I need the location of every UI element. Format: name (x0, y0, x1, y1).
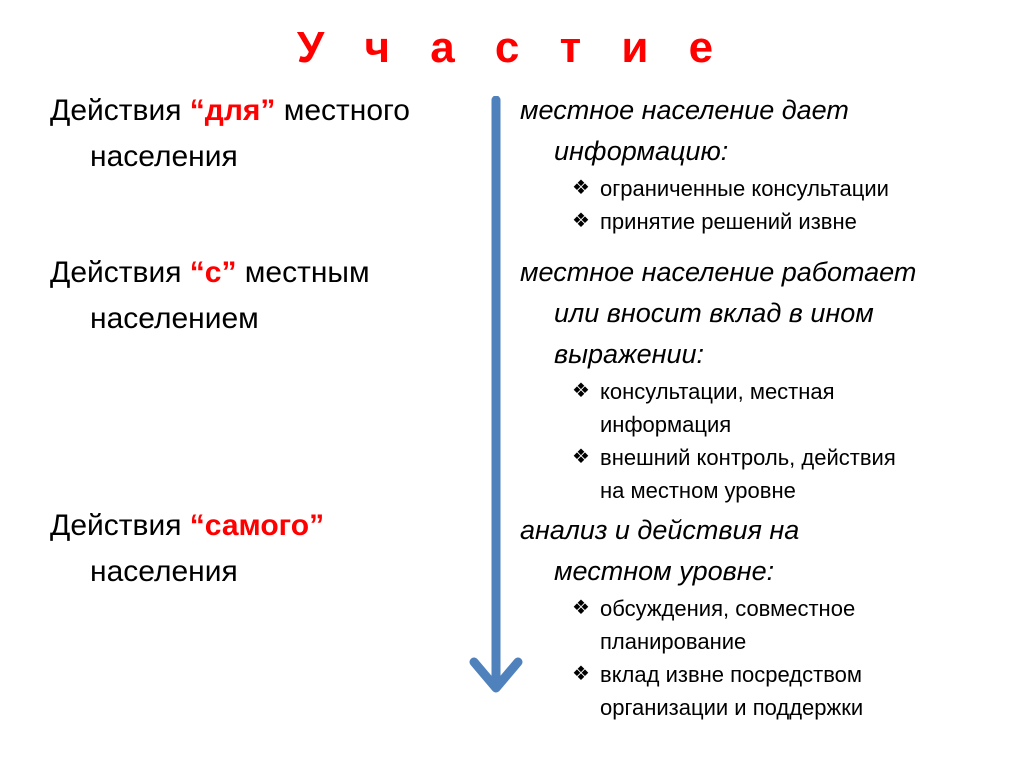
bullet-list (520, 592, 1000, 724)
bullet-text: ограниченные консультации (600, 176, 889, 201)
bullet-item (520, 205, 1000, 238)
left-item-line2: населения (90, 140, 238, 173)
four-diamond-bullet-icon: ❖ (572, 177, 590, 199)
block-heading-line2: информацию: (554, 136, 729, 166)
bullet-text-line2: организации и поддержки (600, 695, 864, 720)
bullet-text-line2: планирование (600, 629, 747, 654)
left-item-prefix: Действия (50, 256, 190, 289)
left-item-accent: “с” (189, 256, 237, 289)
four-diamond-bullet-icon: ❖ (572, 446, 590, 468)
bullet-item (520, 592, 1000, 658)
left-item-for (50, 88, 490, 180)
right-block-info (520, 90, 1000, 238)
left-item-self (50, 503, 490, 595)
left-item-suffix: местного (275, 94, 410, 127)
four-diamond-bullet-icon: ❖ (572, 380, 590, 402)
down-arrow-icon (468, 96, 528, 698)
block-heading (520, 90, 1000, 172)
left-item-accent: “для” (189, 94, 276, 127)
bullet-text: консультации, местная (600, 379, 835, 404)
four-diamond-bullet-icon: ❖ (572, 210, 590, 232)
slide-title: У ч а с т и е (296, 23, 728, 72)
block-heading (520, 252, 1000, 375)
block-heading-line2: или вносит вклад в ином выражении: (554, 298, 874, 369)
left-item-suffix: местным (236, 256, 370, 289)
bullet-item (520, 375, 1000, 441)
bullet-item (520, 658, 1000, 724)
bullet-text: принятие решений извне (600, 209, 857, 234)
bullet-text: вклад извне посредством (600, 662, 862, 687)
block-heading (520, 510, 1000, 592)
right-block-work (520, 252, 1000, 507)
left-item-prefix: Действия (50, 509, 190, 542)
bullet-list (520, 172, 1000, 238)
bullet-text: внешний контроль, действия (600, 445, 896, 470)
four-diamond-bullet-icon: ❖ (572, 663, 590, 685)
bullet-text: обсуждения, совместное (600, 596, 856, 621)
bullet-text-line2: на местном уровне (600, 478, 796, 503)
left-item-with (50, 250, 490, 342)
left-item-line2: населением (90, 302, 259, 335)
bullet-item (520, 172, 1000, 205)
bullet-list (520, 375, 1000, 507)
four-diamond-bullet-icon: ❖ (572, 597, 590, 619)
block-heading-line1: анализ и действия на (520, 515, 800, 545)
block-heading-line1: местное население работает (520, 257, 917, 287)
bullet-item (520, 441, 1000, 507)
left-item-prefix: Действия (50, 94, 190, 127)
left-item-line2: населения (90, 555, 238, 588)
right-block-analysis (520, 510, 1000, 724)
block-heading-line2: местном уровне: (554, 556, 775, 586)
left-item-accent: “самого” (189, 509, 325, 542)
block-heading-line1: местное население дает (520, 95, 849, 125)
bullet-text-line2: информация (600, 412, 732, 437)
